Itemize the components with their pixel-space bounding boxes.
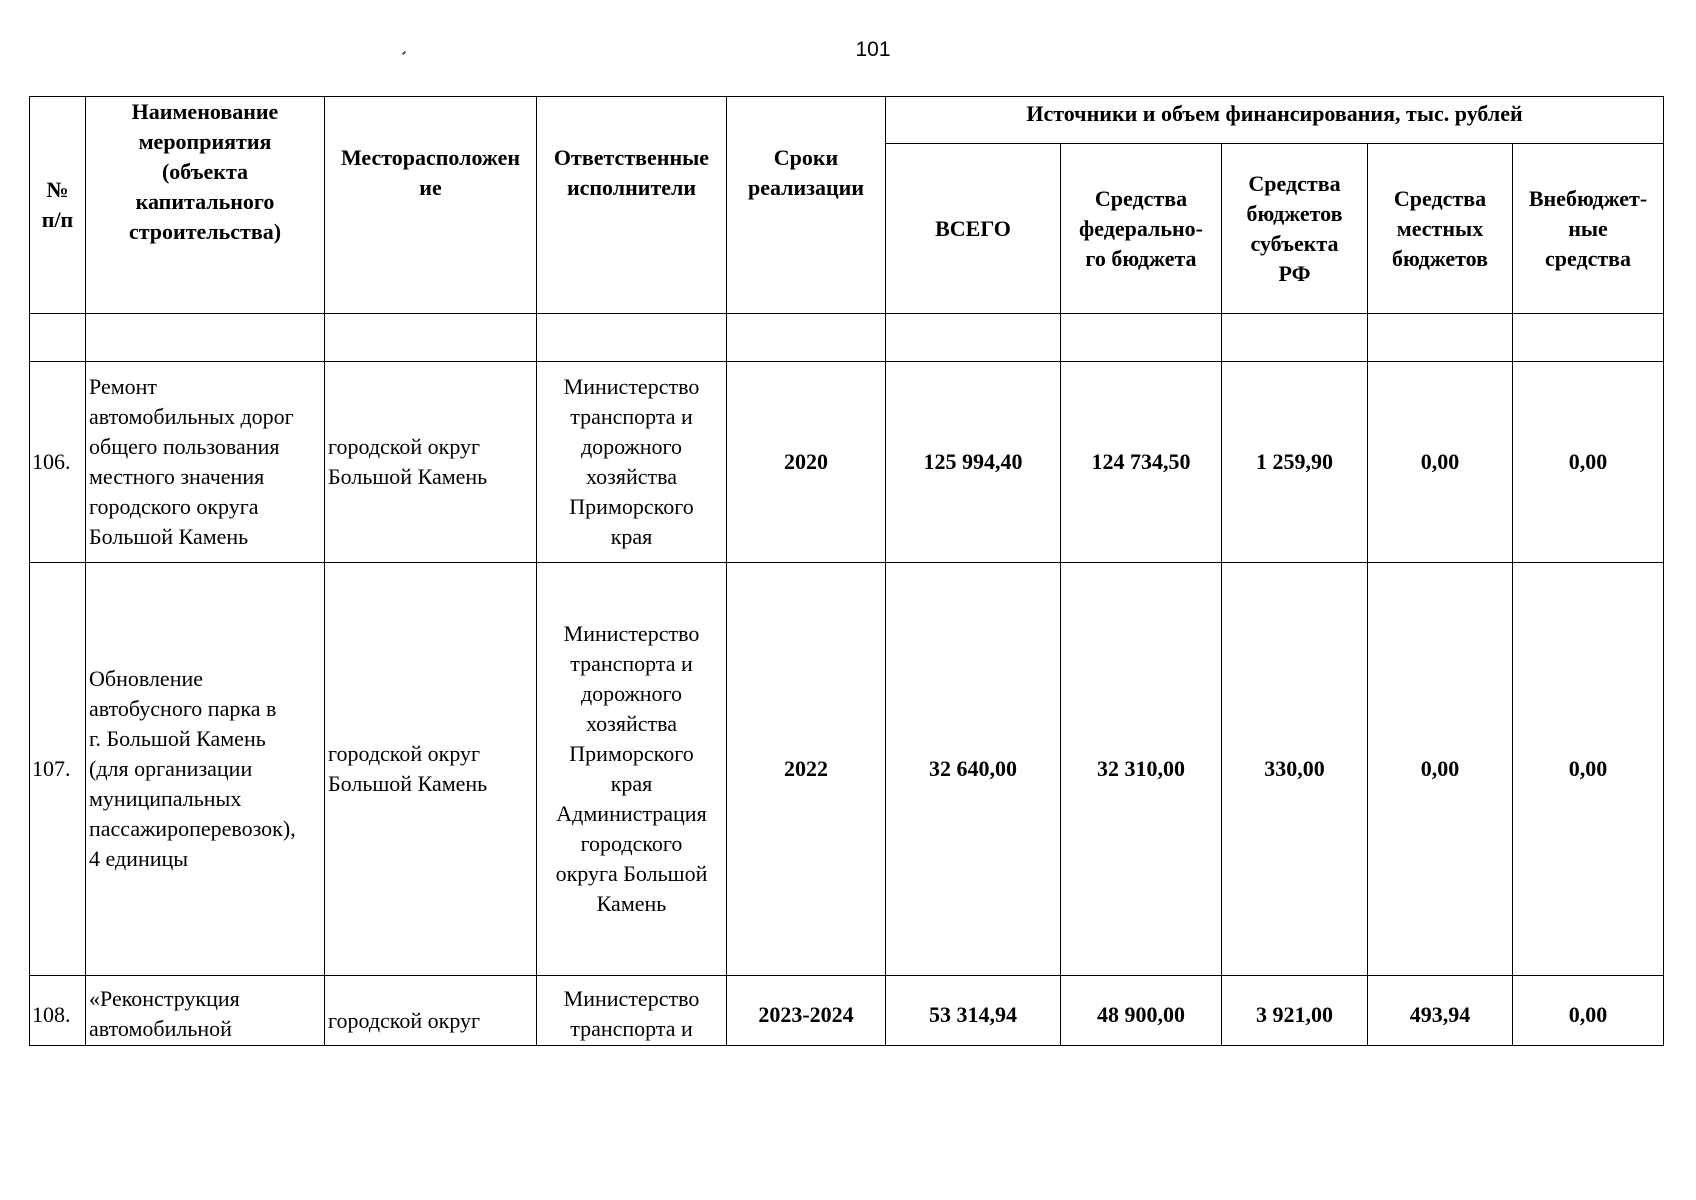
row-name: Обновление автобусного парка в г. Большой Камень (для организации муниципальных пассажироперевозок), 4 единицы	[86, 563, 325, 976]
row-period: 2020	[727, 362, 886, 563]
row-responsible: Министерство транспорта и	[537, 976, 727, 1046]
empty-cell	[30, 314, 86, 362]
row-local: 0,00	[1368, 362, 1513, 563]
row-regional: 3 921,00	[1222, 976, 1368, 1046]
header-total: ВСЕГО	[886, 144, 1061, 314]
row-extra: 0,00	[1513, 976, 1664, 1046]
row-name: Ремонт автомобильных дорог общего пользования местного значения городского округа Большой Камень	[86, 362, 325, 563]
row-location: городской округ Большой Камень	[325, 362, 537, 563]
empty-row	[30, 314, 1664, 362]
row-name: «Реконструкция автомобильной	[86, 976, 325, 1046]
row-federal: 124 734,50	[1061, 362, 1222, 563]
row-responsible: Министерство транспорта и дорожного хозяйства Приморского края	[537, 362, 727, 563]
row-responsible: Министерство транспорта и дорожного хозяйства Приморского края Администрация городского округа Большой Камень	[537, 563, 727, 976]
empty-cell	[325, 314, 537, 362]
header-location: Месторасположен ие	[325, 97, 537, 314]
header-federal: Средства федерально- го бюджета	[1061, 144, 1222, 314]
row-total: 53 314,94	[886, 976, 1061, 1046]
financing-table	[29, 96, 1664, 1046]
row-num: 107.	[30, 563, 86, 976]
row-location: городской округ Большой Камень	[325, 563, 537, 976]
empty-cell	[1222, 314, 1368, 362]
header-local: Средства местных бюджетов	[1368, 144, 1513, 314]
empty-cell	[86, 314, 325, 362]
empty-cell	[1061, 314, 1222, 362]
empty-cell	[1513, 314, 1664, 362]
header-extra: Внебюджет- ные средства	[1513, 144, 1664, 314]
row-extra: 0,00	[1513, 362, 1664, 563]
row-regional: 330,00	[1222, 563, 1368, 976]
page-number: 101	[855, 38, 891, 61]
row-total: 125 994,40	[886, 362, 1061, 563]
header-period: Сроки реализации	[727, 97, 886, 314]
row-period: 2023-2024	[727, 976, 886, 1046]
row-total: 32 640,00	[886, 563, 1061, 976]
empty-cell	[886, 314, 1061, 362]
row-location: городской округ	[325, 976, 537, 1046]
header-row-1	[30, 97, 1664, 144]
row-num: 108.	[30, 976, 86, 1046]
row-extra: 0,00	[1513, 563, 1664, 976]
empty-cell	[727, 314, 886, 362]
row-regional: 1 259,90	[1222, 362, 1368, 563]
header-responsible: Ответственные исполнители	[537, 97, 727, 314]
row-local: 0,00	[1368, 563, 1513, 976]
header-name: Наименование мероприятия (объекта капитального строительства)	[86, 97, 325, 314]
row-num: 106.	[30, 362, 86, 563]
table-row	[30, 563, 1664, 976]
row-period: 2022	[727, 563, 886, 976]
empty-cell	[537, 314, 727, 362]
header-financing-group: Источники и объем финансирования, тыс. рублей	[886, 97, 1664, 144]
row-federal: 48 900,00	[1061, 976, 1222, 1046]
row-federal: 32 310,00	[1061, 563, 1222, 976]
table-row	[30, 362, 1664, 563]
table-row	[30, 976, 1664, 1046]
header-num: № п/п	[30, 97, 86, 314]
row-local: 493,94	[1368, 976, 1513, 1046]
empty-cell	[1368, 314, 1513, 362]
header-regional: Средства бюджетов субъекта РФ	[1222, 144, 1368, 314]
